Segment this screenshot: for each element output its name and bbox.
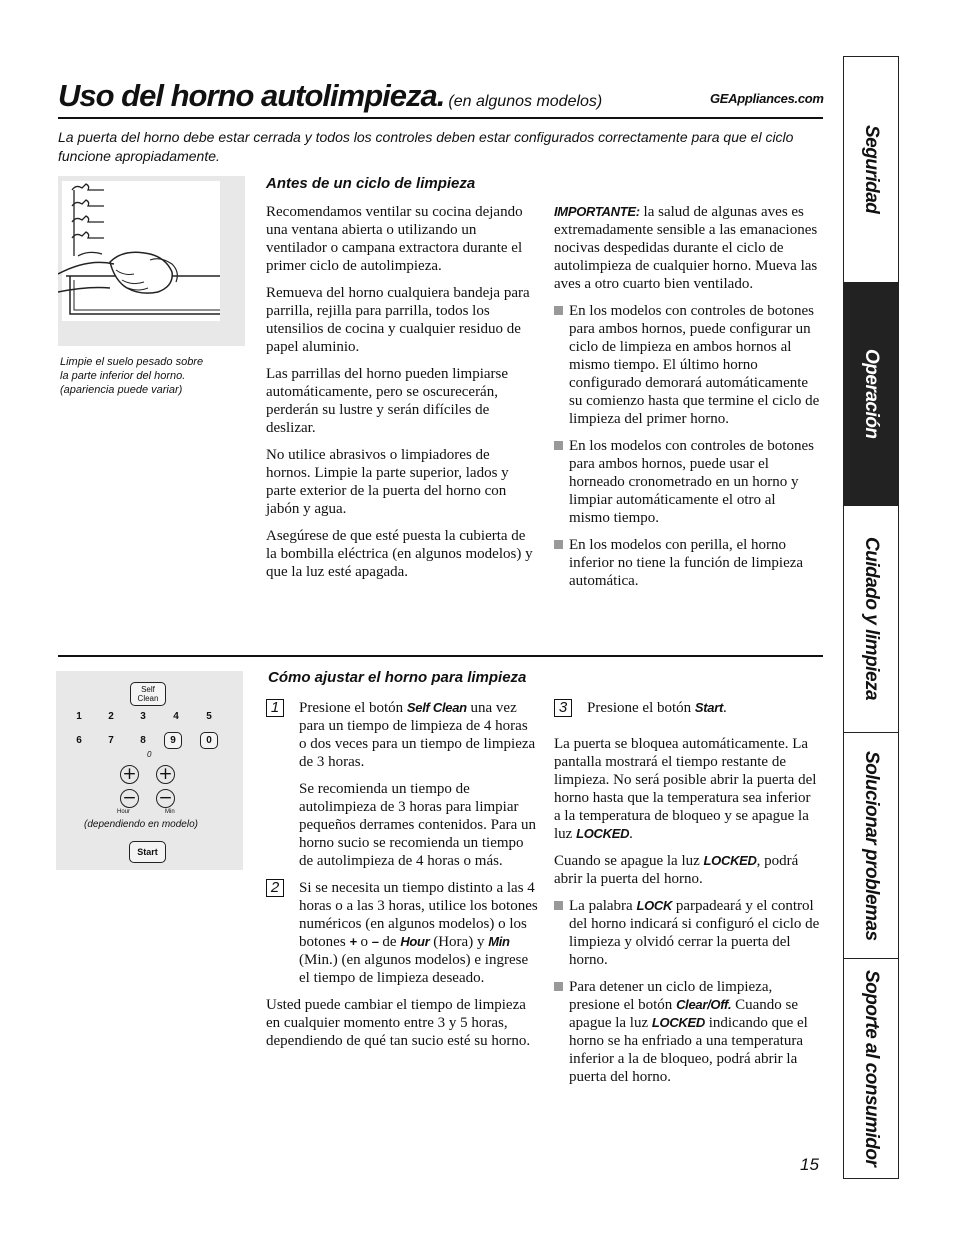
locked-keyword: LOCKED [703,853,757,868]
start-keyword: Start [694,700,724,715]
paragraph: Asegúrese de que esté puesta la cubierta de la bombilla eléctrica (en algunos modelos) y que la luz esté apagada. [266,528,533,580]
min-plus-icon: + [156,765,175,784]
section-sidebar [843,56,899,1179]
self-clean-keyword: Self Clean [406,700,467,715]
paragraph: Recomendamos ventilar su cocina dejando una ventana abierta o utilizando un ventilador o campana extractora durante el primer ciclo de autolimpieza. [266,204,523,274]
plus-keyword: + [349,934,357,949]
tab-label: Soporte al consumidor [861,970,882,1167]
tab-label: Operación [861,349,882,439]
text-run: , podrá abrir la puerta del horno. [554,853,799,887]
start-pad: Start [129,841,166,863]
text-run: parpadeará y el control del horno indicará si configuró el ciclo de limpieza y olvidó cerrar la puerta del horno. [569,898,820,968]
text-run: de [378,934,401,950]
tab-operacion[interactable] [844,282,898,506]
step-1 [266,699,538,870]
text-run: Cuando se apague la luz [554,853,704,869]
key-1: 1 [76,711,82,722]
text-run: Para detener un ciclo de limpieza, presione el botón [569,979,773,1013]
locked-keyword: LOCKED [576,826,630,841]
caption-line: Limpie el suelo pesado sobre [60,356,204,368]
text-run: o [356,934,372,950]
text-run: La palabra [569,898,637,914]
section2-column1 [266,699,538,1059]
header-rule [58,117,823,119]
caption-line: (apariencia puede variar) [60,384,183,396]
key-6: 6 [76,735,82,746]
paragraph [554,735,820,843]
tab-soporte-al-consumidor[interactable] [844,959,898,1178]
bullet-item [554,897,820,969]
key-5: 5 [206,711,212,722]
hour-plus-icon: + [120,765,139,784]
text-run: (Hora) y [429,934,489,950]
intro-text: La puerta del horno debe estar cerrada y todos los controles deben estar configurados correctamente para que el ciclo funcione apropiadamente. [58,129,794,164]
bullet-item: En los modelos con controles de botones para ambos hornos, puede configurar un ciclo de limpieza en ambos hornos al mismo tiempo. El último horno configurado demorará automáticamente su comienzo hasta que termine el ciclo de limpieza del primer horno. [554,302,820,428]
text-run: Presione el botón [299,700,407,716]
section-title-before-cleaning: Antes de un ciclo de limpieza [266,175,476,192]
bullet-item: En los modelos con controles de botones para ambos hornos, puede usar el horneado cronometrado en un horno y limpiar automáticamente el otro al mismo tiempo. [554,437,820,527]
oven-cleaning-figure [58,176,245,346]
page-subtitle: (en algunos modelos) [448,93,603,110]
self-clean-line: Self [141,685,155,694]
page-title [58,78,602,114]
hour-keyword: Hour [400,934,430,949]
important-text: la salud de algunas aves es extremadamente sensible a las emanaciones nocivas despedidas durante el ciclo de autolimpieza de cualquier horno. Mueva las aves a otro cuarto bien ventilado. [554,204,818,292]
key-2: 2 [108,711,114,722]
clear-off-keyword: Clear/Off. [676,997,732,1012]
locked-keyword: LOCKED [651,1015,705,1030]
hour-minus-icon: − [120,789,139,808]
min-keyword: Min [488,934,510,949]
key-0: 0 [200,732,218,749]
lock-keyword: LOCK [636,898,673,913]
step-3 [554,699,820,717]
bullet-item: En los modelos con perilla, el horno inferior no tiene la función de limpieza automática. [554,536,820,590]
tab-label: Cuidado y limpieza [861,537,882,701]
step-number: 3 [554,699,572,717]
text-run: una vez para un tiempo de limpieza de 4 horas o dos veces para un tiempo de limpieza de 3 horas. [299,700,536,770]
key-8: 8 [140,735,146,746]
step-text [299,879,538,987]
key-4: 4 [173,711,179,722]
figure2-caption: (dependiendo en modelo) [84,819,198,830]
text-run: indicando que el horno se ha enfriado a una temperatura inferior a la de bloqueo, podrá abrir la puerta del horno. [569,1015,808,1085]
section2-column2 [554,699,820,1095]
page-title-text: Uso del horno autolimpieza. [58,78,445,113]
step-text [587,699,820,717]
key-3: 3 [140,711,146,722]
text-run: La puerta se bloquea automáticamente. La pantalla mostrará el tiempo restante de limpieza. No será posible abrir la puerta del horno hasta que la temperatura sea inferior a la temperatura de bloqueo y se apague la luz [554,736,817,842]
section-title-how-to-set: Cómo ajustar el horno para limpieza [268,669,527,686]
tab-label: Solucionar problemas [861,750,882,941]
bullet-item [554,978,820,1086]
text-run: . [723,700,727,716]
key-7: 7 [108,735,114,746]
self-clean-pad [130,682,166,706]
text-run: Presione el botón [587,700,695,716]
text-run: . [629,826,633,842]
figure1-caption [60,355,203,397]
key-zero-label: 0 [147,750,152,759]
key-9: 9 [164,732,182,749]
section-divider [58,655,823,657]
self-clean-line: Clean [137,694,159,703]
step-text: Se recomienda un tiempo de autolimpieza de 3 horas para limpiar pequeños derrames contenidos. Para un horno sucio se recomienda un tiempo de autolimpieza de 4 horas o más. [299,781,537,869]
min-minus-icon: − [156,789,175,808]
section1-column2 [554,203,820,599]
tab-cuidado-y-limpieza[interactable] [844,506,898,732]
section1-column1 [266,203,538,590]
hour-label: Hour [117,809,131,815]
paragraph: No utilice abrasivos o limpiadores de hornos. Limpie la parte superior, lados y parte exterior de la puerta del horno con jabón y agua. [266,447,509,517]
control-panel-figure [56,671,243,870]
caption-line: la parte inferior del horno. [60,370,186,382]
paragraph: Usted puede cambiar el tiempo de limpieza en cualquier momento entre 3 y 5 horas, dependiendo de qué tan sucio esté su horno. [266,997,531,1049]
page-number: 15 [800,1155,819,1174]
min-label: Min [165,809,175,815]
step-number: 1 [266,699,284,717]
important-note [554,203,820,293]
text-run: Cuando se apague la luz [569,997,799,1031]
text-run: Si se necesita un tiempo distinto a las 4 horas o a las 3 horas, utilice los botones numéricos (en algunos modelos) o los botones [299,880,538,950]
paragraph: Remueva del horno cualquiera bandeja para parrilla, rejilla para parrilla, todos los utensilios de cocina y cualquier residuo de papel aluminio. [266,285,530,355]
step-text [299,699,538,771]
tab-solucionar-problemas[interactable] [844,733,898,958]
text-run: (Min.) (en algunos modelos) e ingrese el tiempo de limpieza deseado. [299,952,529,986]
step-number: 2 [266,879,284,897]
paragraph [554,852,820,888]
important-label: IMPORTANTE: [554,204,640,219]
website-link[interactable]: GEAppliances.com [710,91,824,106]
tab-label: Seguridad [861,125,882,214]
tab-seguridad[interactable] [844,57,898,282]
oven-wipe-illustration [58,176,245,346]
minus-keyword: – [371,934,379,949]
paragraph: Las parrillas del horno pueden limpiarse automáticamente, pero se oscurecerán, perderán su lustre y serán difíciles de deslizar. [266,366,509,436]
step-2 [266,879,538,987]
